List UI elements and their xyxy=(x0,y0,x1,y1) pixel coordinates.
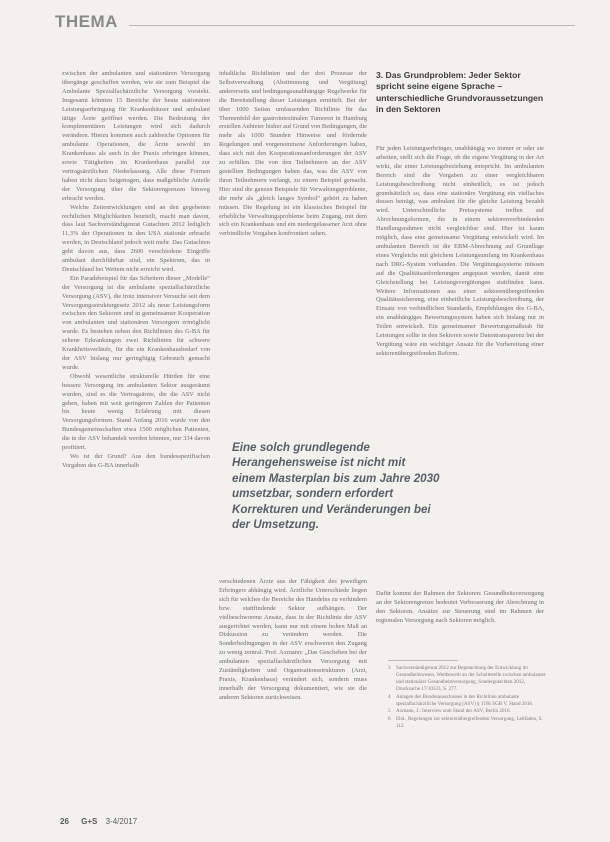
footnote-text: Sachverständigenrat 2012 zur Begutachtung der Entwicklung im Gesundheitswesen, Wettbewerb an der Schnittstelle zwischen ambulanter und stationärer Gesundheitsversorgung, Sondergutachten 2012, Drucksache 17/10323, S. 277. xyxy=(396,665,546,692)
footnote xyxy=(388,708,548,715)
pull-quote: Eine solch grundlegende Herangehensweise ist nicht mit einem Masterplan bis zum Jahre 2030 umsetzbar, sondern erfordert Korrekturen und Veränderungen bei der Umsetzung. xyxy=(232,441,440,532)
col1-paragraph: Ein Paradebeispiel für das Scheitern dieser „Modelle“ der Versorgung ist die ambulante spezialfachärztliche Versorgung (ASV), die trotz intensiver Versuche seit dem Versorgungsstrukturgesetz 2012 als neue Leistungsform zwischen den Sektoren und in gemeinsamer Kooperation von ambulanten und stationären Versorgern ermöglicht wurde. Es bestehen neben den Richtlinien des G-BA für seltene Erkrankungen zwei Richtlinien für schwere Krankheitsverläufe, für die ein Krankenhausbedarf von der ASV bislang nur geringfügig Gebrauch gemacht wurde. xyxy=(62,274,210,371)
section-subheading: 3. Das Grundproblem: Jeder Sektor spricht seine eigene Sprache – unterschiedliche Grundvoraussetzungen in den Sektoren xyxy=(376,70,544,115)
col2-paragraph: inhaltliche Richtlinien und der drei Prozesse der Selbstverwaltung (Abstimmung und Vergütung) andererseits und bedingungsunabhängige Regelwerke für die Bereitstellung dieser Leistungen ermittelt. Bei der über 1000 Seiten umfassenden Richtlinie für das Themenfeld der gastrointestinalen Tumoren in Hamburg erstellen Anbieter bisher auf Grund von Bedingungen, die mehr als 1000 Stunden Hinweise und fördernde Regelungen und vorgenommene Anforderungen haben, dass sich mit den Kooperationsanforderungen der ASV zu erfüllen. Die von den Teilnehmern an der ASV gestellten Bedingungen haben das, was die ASV von ihren Teilnehmern verlangt, zu einem Beispiel gemacht. Hier sind die ganzen Beispiele für Verwaltungsprobleme, die mehr als „gleich langes Symbol“ gehört zu haben müssen. Die Regelung ist ein klassisches Beispiel für erhebliche Verwaltungsprobleme beim Zugang, mit dem sich ein Krankenhaus und ein niedergelassener Arzt ohne verbindliche Vorgaben konfrontiert sehen. xyxy=(219,70,367,238)
page-number: 26 xyxy=(60,817,69,826)
text-column-3 xyxy=(376,145,544,590)
footnote-text: Anlagen des Bundesausschusses in der Richtlinie ambulante spezialfachärztliche Versorgung (ASV) § 116b SGB V, Stand 2016. xyxy=(396,693,534,707)
text-column-3-lower xyxy=(376,590,544,645)
footnote xyxy=(388,716,548,730)
col1-paragraph: Obwohl wesentliche strukturelle Hürden für eine bessere Versorgung im ambulanten Sektor ausgeräumt wurden, sind es die Vertragsärzte, die die ASV nicht gehen, haben mit weit geringeren Zahlen der Patienten bis heute wenig Erfahrung mit diesen Versorgungsformen. Stand Anfang 2016 wurde von den Bundesgemeinschaften etwa 1500 möglichen Patienten, die in der ASV behandelt werden könnten, nur 334 davon profitiert. xyxy=(62,372,210,452)
header-rule xyxy=(129,25,575,26)
footnote xyxy=(388,665,548,693)
col2b-paragraph: verschiedenen Ärzte aus der Fähigkeit des jeweiligen Erbringers abhängig wird. Ärztliche Unterschiede liegen sich für welches die Bereiche des Handelns zu verhindern bzw. stattfindende Sektor aufhängen. Der vielbeschworene Ansatz, dass in der Richtlinie der ASV ausgerichtet werden, kann nur mit einem hohen Maß an Diskussion zu verändern werden. Die Sonderbedingungen in der ASV erschweren den Zugang zu wenig zentral. Prof. Axmann: „Das Geschehen bei der ambulanten spezialfachärztlichen Versorgung mit Zuständigkeiten und Organisationsstrukturen (Arzt, Praxis, Krankenhaus) verändert sich, sondern muss innerhalb der Versorgung dokumentiert, wie sie die anderen Sektoren zurückweisen. xyxy=(219,578,367,701)
footnote-number: 6 xyxy=(388,716,391,723)
text-column-1 xyxy=(62,70,210,820)
col1-paragraph: zwischen der ambulanten und stationären Versorgung übergänge geschaffen werden, wie sie zum Beispiel die Ambulante Spezialfachärztliche Versorgung vorsieht. Insgesamt könnten 15 Bereiche der heute stationären Leistungserbringung für Krankenhäuser und ambulant tätige Ärzte geöffnet werden. Die Bedeutung der komplementären Leistungen wird sich dadurch verändern. Hierzu kommen auch zahlreiche Optionen für ambulante Operationen, die Ärzte sowohl im Krankenhaus als auch in der Praxis erbringen können, sowie Tätigkeiten im Krankenhaus parallel zur vertragsärztlichen Niederlassung. Alle diese Formen haben nicht dazu beigetragen, dass maßgebliche Anteile der Versorgung über die Sektorengrenzen hinweg erbracht werden. xyxy=(62,70,210,202)
footnotes xyxy=(388,660,548,731)
col3b-paragraph: Dafür kommt der Rahmen der Sektoren: Gesundheitsversorgung an der Sektorengrenze bedeutet Verbesserung der Abrechnung in den Sektoren. Ansätze zur Steuerung sind im Rahmen der regionalen Versorgung nach Sektoren möglich. xyxy=(376,590,544,624)
footnote-text: Ebd., Regelungen zur sektorenübergreifenden Versorgung, Leitfaden, S. 112. xyxy=(396,716,543,730)
magazine-name: G+S xyxy=(81,817,98,826)
footnote-text: Axmann, J.: Interview zum Stand der ASV, Berlin 2016. xyxy=(396,708,511,715)
footnote-number: 4 xyxy=(388,693,391,700)
col1-paragraph: Welche Zeitentwicklungen sind an den gegebenen rechtlichen Möglichkeiten beurteilt, macht man davon, dass laut Sachverständigenrat Gutachten 2012 lediglich 11,3% der Operationen in den USA stationär erbracht werden, in Deutschland jedoch weit mehr. Das Gutachten geht davon aus, dass 2600 verschiedene Eingriffe ambulant durchführbar sind, ein Spektrum, das in Deutschland bei Weitem nicht erreicht wird. xyxy=(62,203,210,273)
footnote-number: 3 xyxy=(388,665,391,671)
page-header xyxy=(55,12,575,34)
col1-paragraph: Wo ist der Grund? Aus den bundesspezifischen Vorgaben des G-BA innerhalb xyxy=(62,452,210,469)
section-label: THEMA xyxy=(55,12,118,31)
page-footer xyxy=(60,817,137,826)
col3-paragraph: Für jeden Leistungserbringer, unabhängig wo immer er oder sie arbeiten, stellt sich die Frage, ob die eigene Vergütung in der Art wirkt, die einer Leistungsbeziehung entspricht. Im ambulanten Bereich sind die Vorgaben zu einer vergleichbaren Leistungsbeschreibung nicht einheitlich, es ist jedoch grundsätzlich so, dass eine stationäre Vergütung ein vielfaches dessen beträgt, was ambulant für die gleiche Leistung bezahlt wird. Unterschiedliche Preissysteme treffen auf Abrechnungsformen, die in einem sektorenverbindenden Handlungsrahmen nicht vergleichbar sind. Hier ist kaum möglich, dass eine gemeinsame Vergütung entwickelt wird. Im ambulanten Bereich ist die EBM-Abrechnung auf Grundlage eines Vergleichs mit gleichem Leistungsumfang im Krankenhaus nach DRG-System vorhanden. Die Vergütungssysteme müssen auf die Qualitätsanforderungen angepasst werden, damit eine Gleichstellung bei Leistungsvergütungen stattfinden kann. Weitere Informationen aus einer sektorenübergreifenden Qualitätssicherung, eine einheitliche Leistungsbeschreibung, der Einsatz von verbindlichen Standards, Empfehlungen des G-BA, ein unabhängiges Bewertungssystem haben sich bislang nur in Teilen entwickelt. Ein gemeinsamer Bewertungsmaßstab für Leistungen sollte in den Sektoren sowie Datentransparenz bei der Vergütung wäre ein wichtiger Ansatz für die Vorbereitung einer sektorenübergreifenden Reform. xyxy=(376,145,544,357)
text-column-2-lower xyxy=(219,578,367,818)
footnote xyxy=(388,694,548,708)
footnote-rule xyxy=(388,660,458,661)
footnote-number: 5 xyxy=(388,708,391,715)
issue-number: 3-4/2017 xyxy=(105,817,138,826)
